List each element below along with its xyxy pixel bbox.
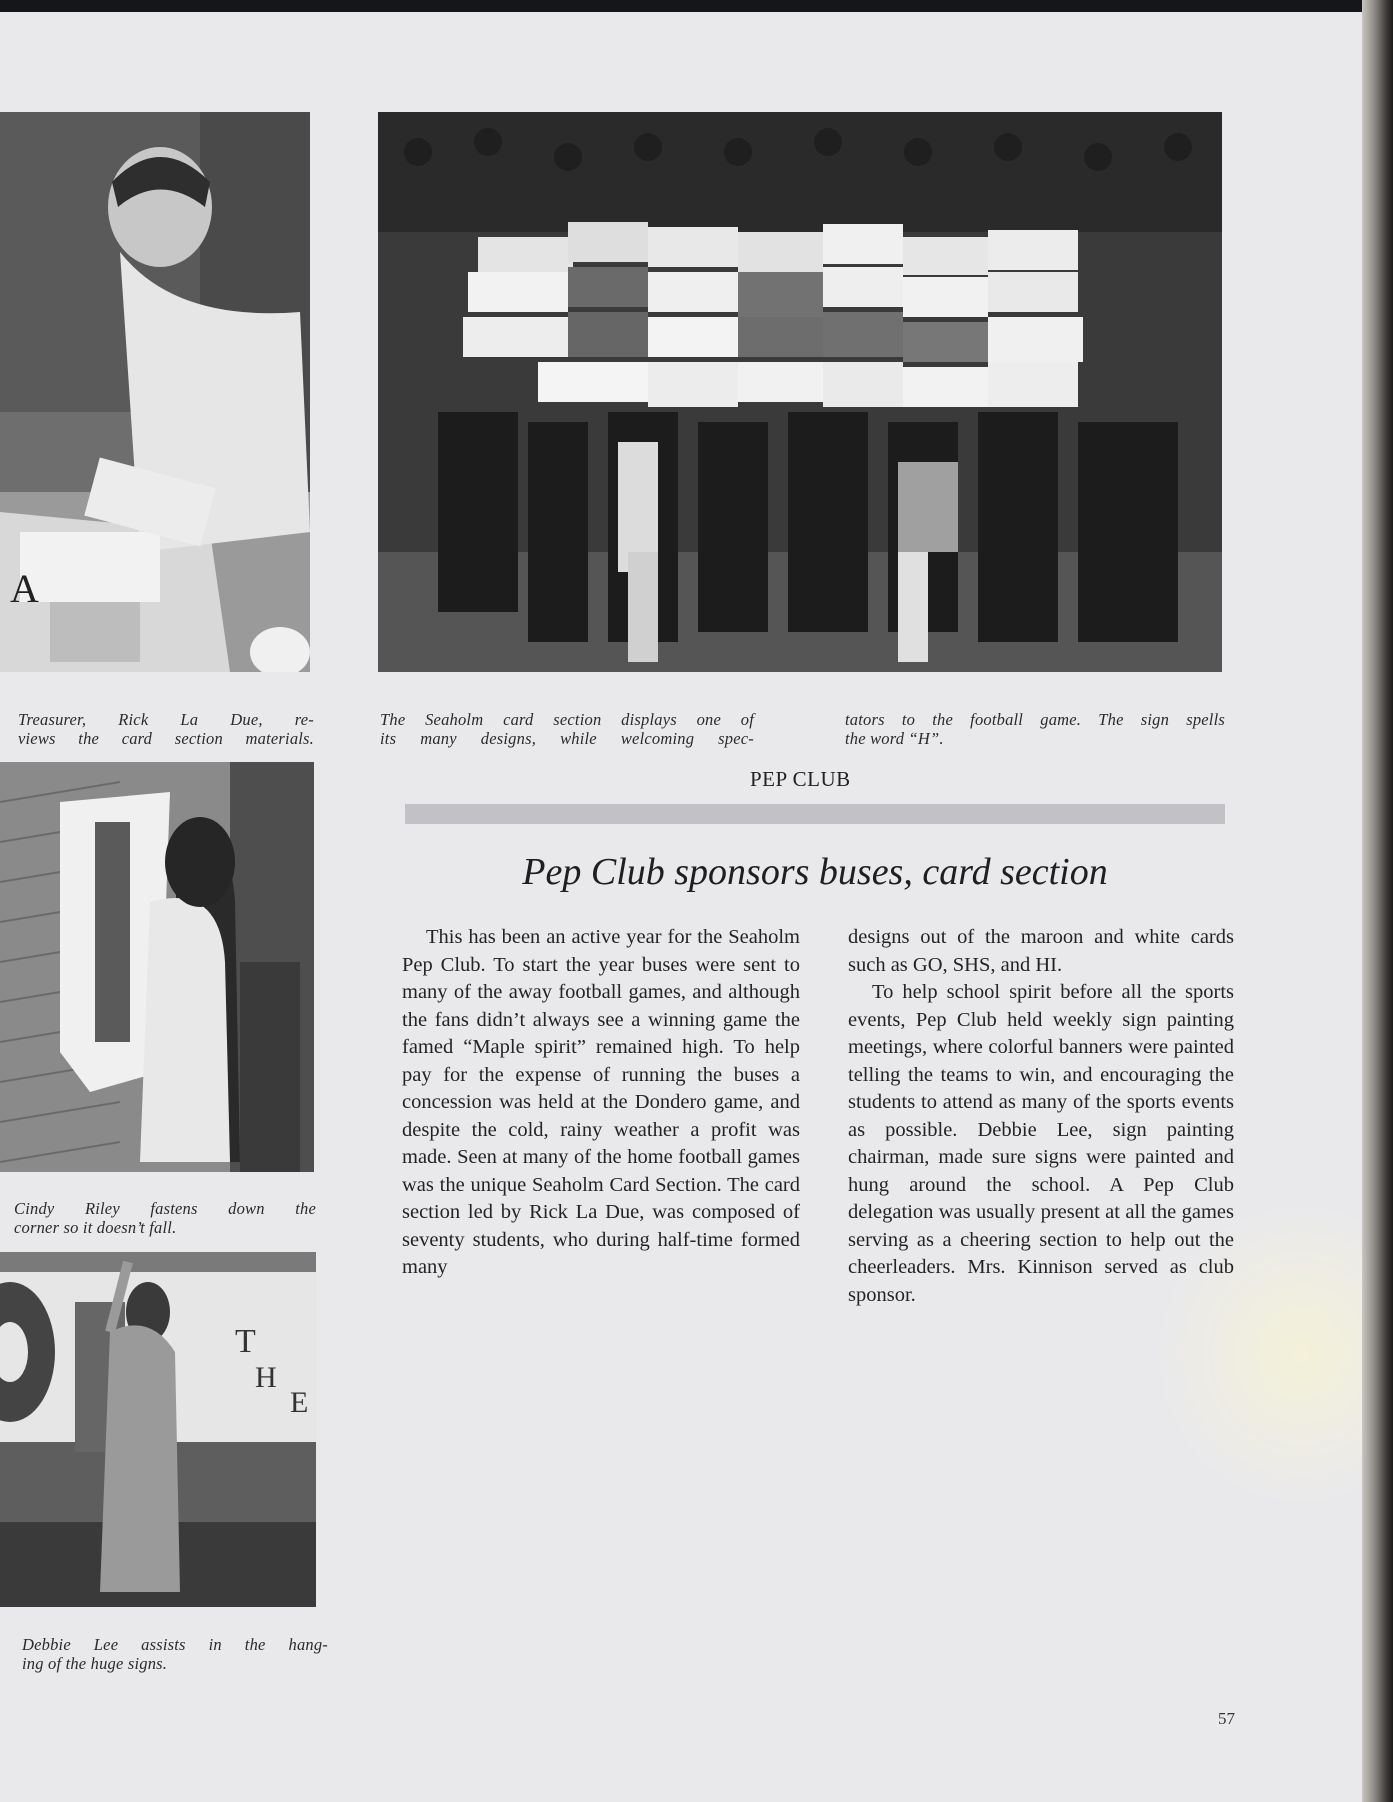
article-column-1 xyxy=(402,924,800,1282)
svg-text:H: H xyxy=(255,1361,277,1394)
caption-card-left xyxy=(380,710,754,748)
caption-card-right-line1: tators to the football game. The sign spells xyxy=(845,710,1225,729)
caption-cindy xyxy=(14,1199,316,1237)
photo-cindy xyxy=(0,762,314,1172)
caption-treasurer-line2: views the card section materials. xyxy=(18,729,314,748)
photo-debbie xyxy=(0,1252,316,1607)
article-paragraph-3: To help school spirit before all the sports events, Pep Club held weekly sign painting meetings, where colorful banners were painted telling the teams to win, and encouraging the students to attend as many of the sports events as possible. Debbie Lee, sign painting chairman, made sure signs were painted and hung around the school. A Pep Club delegation was usually present at all the games serving as a cheering section to help out the cheerleaders. Mrs. Kinnison served as club sponsor. xyxy=(848,981,1234,1306)
section-label: PEP CLUB xyxy=(750,767,851,791)
caption-treasurer-line1: Treasurer, Rick La Due, re- xyxy=(18,710,314,729)
caption-debbie-line2: ing of the huge signs. xyxy=(22,1654,168,1673)
caption-card-right xyxy=(845,710,1225,748)
yearbook-page xyxy=(0,12,1370,1802)
caption-debbie-line1: Debbie Lee assists in the hang- xyxy=(22,1635,328,1654)
caption-debbie xyxy=(22,1635,328,1673)
svg-text:T: T xyxy=(235,1323,256,1360)
article-paragraph-1: This has been an active year for the Seaholm Pep Club. To start the year buses were sent to many of the away football games, and although the fans didn’t always see a winning game the famed “Maple spirit” remained high. To help pay for the expense of running the buses a concession was held at the Dondero game, and despite the cold, rainy weather a profit was made. Seen at many of the home football games was the unique Seaholm Card Section. The card section led by Rick La Due, was composed of seventy students, who during half-time formed many xyxy=(402,926,800,1278)
article-column-2 xyxy=(848,924,1234,1309)
svg-text:E: E xyxy=(290,1386,309,1419)
header-rule xyxy=(405,804,1225,824)
page-number: 57 xyxy=(1218,1709,1235,1728)
caption-treasurer xyxy=(18,710,314,748)
article-paragraph-2-continued: designs out of the maroon and white cards such as GO, SHS, and HI. xyxy=(848,926,1234,976)
photo-treasurer xyxy=(0,112,310,672)
caption-card-left-line2: its many designs, while welcoming spec- xyxy=(380,729,754,748)
caption-cindy-line1: Cindy Riley fastens down the xyxy=(14,1199,316,1218)
caption-cindy-line2: corner so it doesn’t fall. xyxy=(14,1218,177,1237)
photo-card-section xyxy=(378,112,1222,672)
svg-text:A: A xyxy=(10,566,39,611)
book-spine xyxy=(1362,0,1393,1802)
headline: Pep Club sponsors buses, card section xyxy=(522,851,1108,893)
caption-card-right-line2: the word “H”. xyxy=(845,729,944,748)
caption-card-left-line1: The Seaholm card section displays one of xyxy=(380,710,754,729)
